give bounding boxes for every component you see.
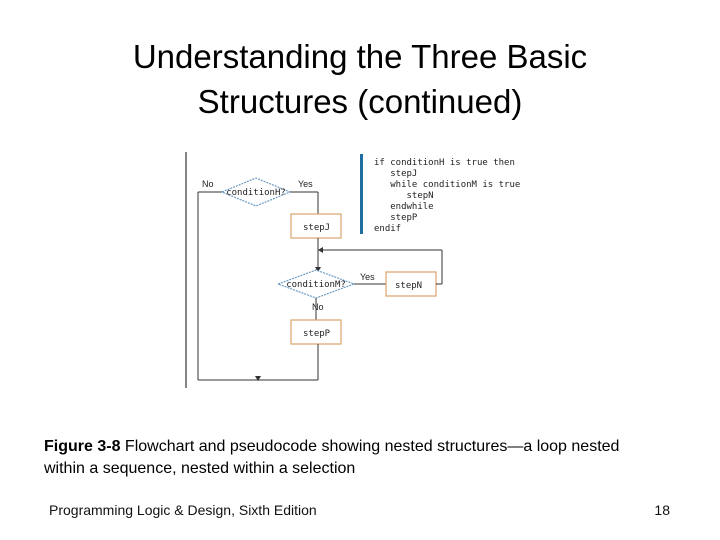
slide-title-line-1: Understanding the Three Basic: [132, 38, 588, 75]
pseudocode-line: if conditionH is true then: [374, 158, 515, 168]
flowchart-figure: [184, 148, 530, 390]
figure-label: Figure 3-8: [44, 438, 121, 455]
pseudocode-line: stepJ: [374, 169, 418, 179]
box-stepJ-label: stepJ: [303, 223, 331, 233]
pseudocode-line: while conditionM is true: [374, 180, 521, 190]
pseudocode-line: endif: [374, 224, 402, 234]
inner-no-label: No: [312, 302, 324, 312]
figure-caption: [44, 436, 664, 480]
outer-yes-label: Yes: [298, 179, 313, 189]
box-stepP-label: stepP: [303, 329, 331, 339]
box-stepN-label: stepN: [395, 281, 423, 291]
slide-title: [0, 34, 720, 124]
pseudocode-line: stepN: [374, 191, 434, 201]
decision-inner-label: conditionM?: [286, 280, 346, 290]
figure-caption-text: Flowchart and pseudocode showing nested structures—a loop nested within a sequence, nested within a selection: [44, 438, 620, 477]
pseudocode-line: stepP: [374, 213, 418, 223]
pseudocode-block: [374, 158, 520, 234]
decision-outer-label: conditionH?: [226, 188, 286, 198]
footer-book-title: Programming Logic & Design, Sixth Edition: [49, 502, 317, 518]
loop-return-arrow: [318, 247, 323, 253]
outer-no-label: No: [202, 179, 214, 189]
pseudocode-bar: [360, 154, 363, 234]
flowchart-svg: [184, 148, 530, 390]
slide-title-line-2: Structures (continued): [197, 83, 523, 120]
pseudocode-line: endwhile: [374, 202, 434, 212]
inner-yes-label: Yes: [360, 272, 375, 282]
footer-page-number: 18: [654, 502, 670, 518]
